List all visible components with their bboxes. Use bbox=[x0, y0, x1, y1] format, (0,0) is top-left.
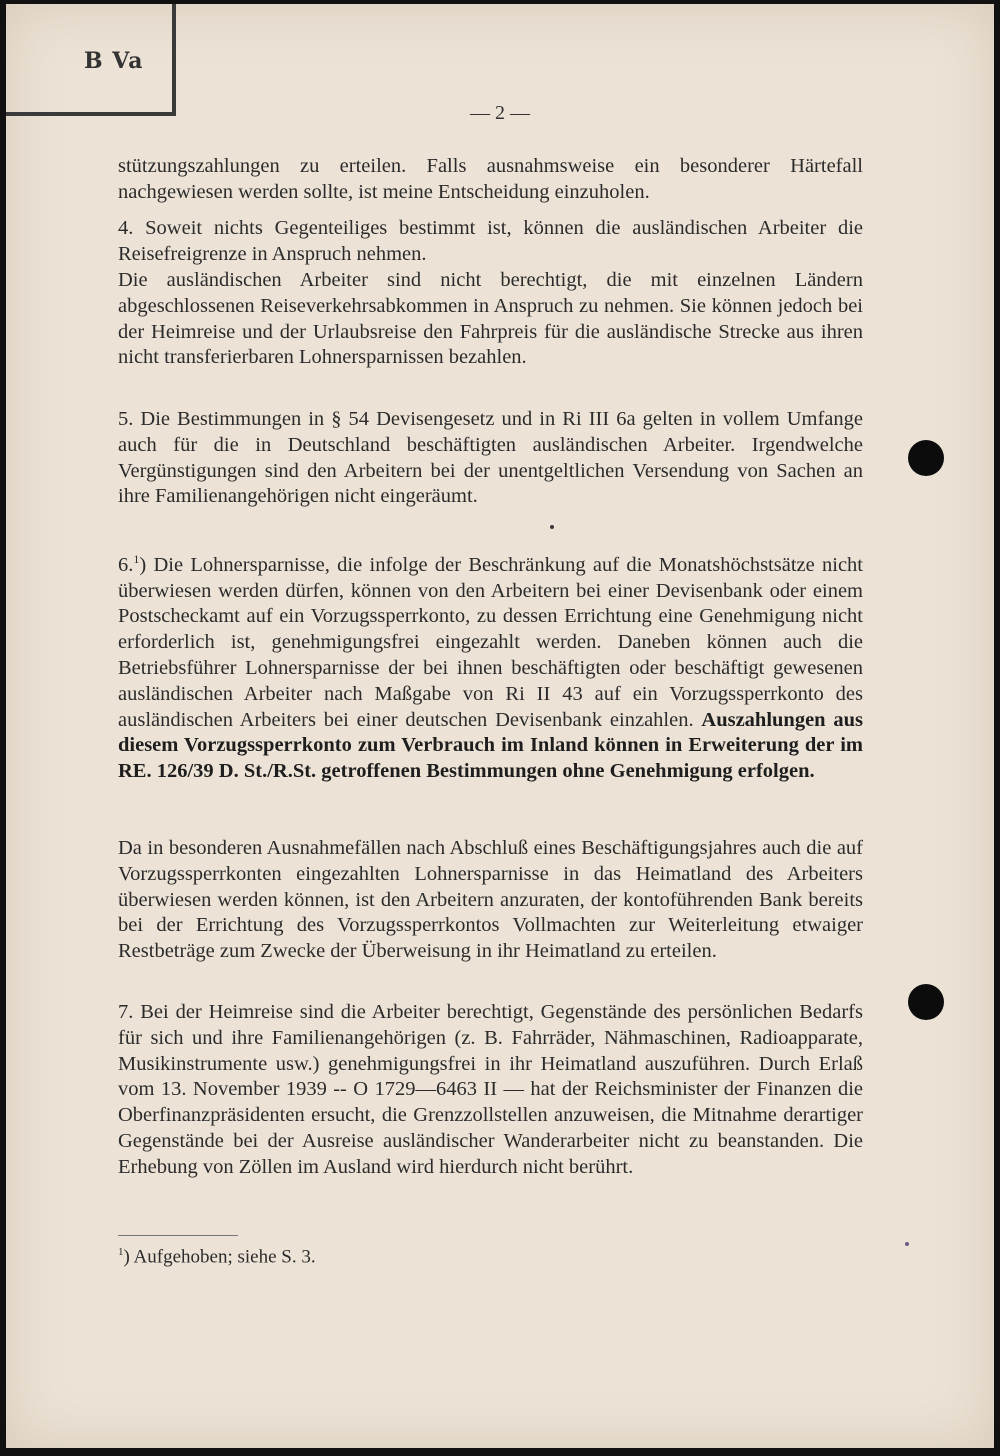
paragraph-6 bbox=[118, 547, 863, 785]
page-number: — 2 — bbox=[470, 102, 530, 124]
document-page bbox=[6, 4, 994, 1448]
footnote-marker: 1 bbox=[133, 552, 140, 566]
stamp-label: B Va bbox=[84, 48, 144, 74]
footnote bbox=[118, 1246, 316, 1268]
punch-hole-upper bbox=[908, 440, 944, 476]
ink-speck bbox=[550, 525, 554, 529]
paragraph-7: 7. Bei der Heimreise sind die Arbeiter berechtigt, Gegenstände des persönlichen Bedarfs für sich und ihre Familienangehörigen (z. B. Fahrräder, Nähmaschinen, Radioapparate, Musikinstrumente usw.) genehmigungsfrei in ihr Heimatland auszuführen. Durch Erlaß vom 13. November 1939 -- O 1729—6463 II — hat der Reichsminister der Finanzen die Oberfinanzpräsidenten ersucht, die Grenzzollstellen anzuweisen, die Mitnahme derartiger Gegenstände bei der Ausreise ausländischer Wanderarbeiter nicht zu beanstanden. Die Erhebung von Zöllen im Ausland wird hierdurch nicht berührt. bbox=[118, 1001, 863, 1178]
paragraph-4b: Die ausländischen Arbeiter sind nicht berechtigt, die mit einzelnen Ländern abgeschlossenen Reiseverkehrsabkommen in Anspruch zu nehmen. Sie können jedoch bei der Heimreise und der Urlaubsreise den Fahrpreis für die ausländische Strecke aus ihren nicht transferierbaren Lohnersparnissen bezahlen. bbox=[118, 269, 863, 369]
footnote-marker-ref: 1 bbox=[118, 1246, 124, 1258]
footnote-text: ) Aufgehoben; siehe S. 3. bbox=[123, 1246, 316, 1268]
paragraph-4a: 4. Soweit nichts Gegenteiliges bestimmt ist, können die ausländischen Arbeiter die Reisefreigrenze in Anspruch nehmen. bbox=[118, 217, 863, 265]
paragraph-6-label: 6. bbox=[118, 553, 134, 576]
stamp-box bbox=[6, 4, 176, 116]
paragraph-6-bold: Auszahlungen aus diesem Vorzugssperrkonto zum Verbrauch im Inland können in Erweiterung der im RE. 126/39 D. St./R.St. getroffenen Bestimmungen ohne Genehmigung erfolgen. bbox=[118, 708, 863, 783]
paragraph-6b: Da in besonderen Ausnahmefällen nach Abschluß eines Beschäftigungsjahres auch die auf Vorzugssperrkonten eingezahlten Lohnersparnisse in das Heimatland des Arbeiters überwiesen werden können, ist den Arbeitern anzuraten, der kontoführenden Bank bereits bei der Errichtung des Vorzugssperrkontos Vollmachten zur Weiterleitung etwaiger Restbeträge zum Zwecke der Überweisung in ihr Heimatland zu erteilen. bbox=[118, 837, 863, 963]
punch-hole-lower bbox=[908, 984, 944, 1020]
paragraph-6-text: ) Die Lohnersparnisse, die infolge der Beschränkung auf die Monatshöchstsätze nicht überwiesen werden dürfen, können von den Arbeitern bei einer Devisenbank oder einem Postscheckamt auf ein Vorzugssperrkonto, zu dessen Errichtung eine Genehmigung nicht erforderlich ist, genehmigungsfrei eingezahlt werden. Daneben können auch die Betriebsführer Lohnersparnisse der bei ihnen beschäftigten oder beschäftigt gewesenen ausländischen Arbeiter nach Maßgabe von Ri II 43 auf ein Vorzugssperrkonto des ausländischen Arbeiters bei einer deutschen Devisenbank einzahlen. bbox=[118, 553, 863, 731]
ink-speck bbox=[905, 1242, 909, 1246]
footnote-rule bbox=[118, 1235, 238, 1236]
paragraph-5: 5. Die Bestimmungen in § 54 Devisengesetz und in Ri III 6a gelten in vollem Umfange auch für die in Deutschland beschäftigten ausländischen Arbeiter. Irgendwelche Vergünstigungen sind den Arbeitern bei der unentgeltlichen Versendung von Sachen an ihre Familienangehörigen nicht eingeräumt. bbox=[118, 408, 863, 508]
paragraph-continuation: stützungszahlungen zu erteilen. Falls ausnahmsweise ein besonderer Härtefall nachgewiesen werden sollte, ist meine Entscheidung einzuholen. bbox=[118, 155, 863, 203]
